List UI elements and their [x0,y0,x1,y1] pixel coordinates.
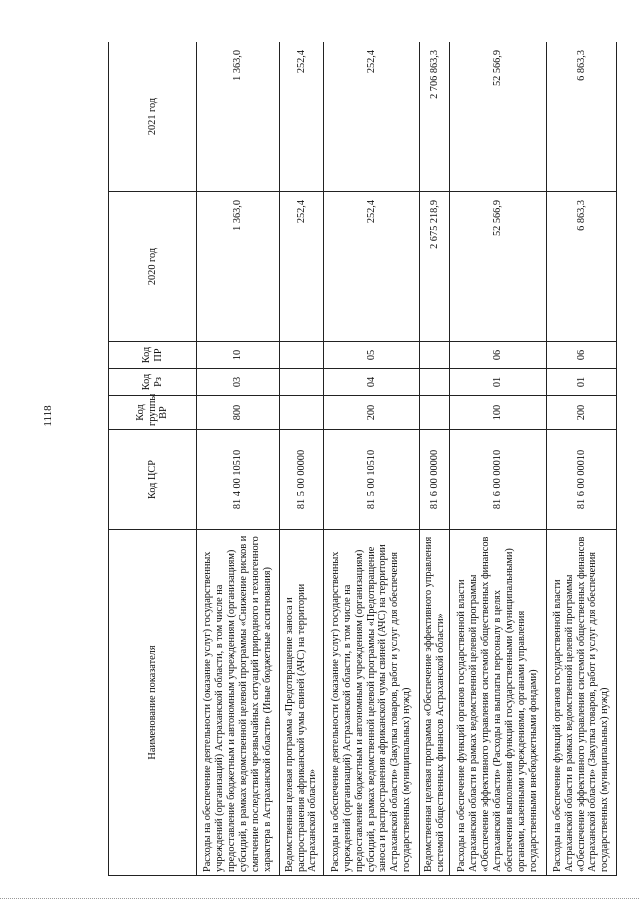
row-2020: 252,4 [280,192,323,342]
header-vr: Код группы ВР [109,396,197,430]
row-pr: 05 [323,342,420,369]
row-csr: 81 4 00 10510 [197,430,280,530]
row-vr: 100 [450,396,547,430]
row-pr: 10 [197,342,280,369]
row-name: Расходы на обеспечение функций органов государственной власти Астраханской области в рамках ведомственной целевой программы «Обеспечение эффективного управления системой общественных финансов Астраханской области» (Закупка товаров, работ и услуг для обеспечения государственных (муниципальных) нужд) [546,530,616,876]
row-csr: 81 6 00 00010 [546,430,616,530]
row-vr [280,396,323,430]
row-csr: 81 6 00 00000 [420,430,450,530]
row-2021: 2 706 863,3 [420,42,450,192]
row-name: Расходы на обеспечение деятельности (оказание услуг) государственных учреждений (организаций) Астраханской области, в том числе на предоставление бюджетным и автономным учреждениям (организациям) субсидий, в рамках ведомственной целевой программы «Снижение рисков и смягчение последствий чрезвычайных ситуаций природного и техногенного характера в Астраханской области» (Иные бюджетные ассигнования) [197,530,280,876]
table-row [450,42,547,876]
page-number: 1118 [42,405,54,427]
row-vr [420,396,450,430]
scan-edge-divider [0,898,639,899]
table-row [280,42,323,876]
header-rz: Код Рз [109,369,197,396]
row-2021: 6 863,3 [546,42,616,192]
row-vr: 200 [323,396,420,430]
row-rz: 04 [323,369,420,396]
row-rz [420,369,450,396]
table-row [197,42,280,876]
row-2021: 52 566,9 [450,42,547,192]
row-pr [420,342,450,369]
row-vr: 800 [197,396,280,430]
row-2021: 252,4 [323,42,420,192]
row-csr: 81 5 00 10510 [323,430,420,530]
row-rz [280,369,323,396]
row-2020: 2 675 218,9 [420,192,450,342]
row-name: Расходы на обеспечение деятельности (оказание услуг) государственных учреждений (организаций) Астраханской области, в том числе на предоставление бюджетным и автономным учреждениям (организациям) субсидий, в рамках ведомственной целевой программы «Предотвращение заноса и распространения африканской чумы свиней (АЧС) на территории Астраханской области» (Закупка товаров, работ и услуг для обеспечения государственных (муниципальных) нужд) [323,530,420,876]
row-name: Расходы на обеспечение функций органов государственной власти Астраханской области в рамках ведомственной целевой программы «Обеспечение эффективного управления системой общественных финансов Астраханской области» (Расходы на выплаты персоналу в целях обеспечения выполнения функций государственными (муниципальными) органами, казенными учреждениями, органами управления государственными внебюджетными фондами) [450,530,547,876]
row-csr: 81 5 00 00000 [280,430,323,530]
table-row [323,42,420,876]
row-2020: 52 566,9 [450,192,547,342]
row-rz: 01 [546,369,616,396]
row-name: Ведомственная целевая программа «Обеспечение эффективного управления системой общественных финансов Астраханской области» [420,530,450,876]
row-vr: 200 [546,396,616,430]
rotated-table-sheet [108,42,617,876]
row-rz: 03 [197,369,280,396]
table-row [546,42,616,876]
rotation-frame [108,42,617,876]
row-csr: 81 6 00 00010 [450,430,547,530]
header-csr: Код ЦСР [109,430,197,530]
header-2020: 2020 год [109,192,197,342]
row-name: Ведомственная целевая программа «Предотвращение заноса и распространения африканской чумы свиней (АЧС) на территории Астраханской области» [280,530,323,876]
row-2021: 1 363,0 [197,42,280,192]
row-2020: 1 363,0 [197,192,280,342]
table-header-row [109,42,197,876]
table-row [420,42,450,876]
row-2020: 6 863,3 [546,192,616,342]
row-rz: 01 [450,369,547,396]
header-name: Наименование показателя [109,530,197,876]
budget-table [108,42,617,876]
header-2021: 2021 год [109,42,197,192]
header-pr: Код ПР [109,342,197,369]
row-pr [280,342,323,369]
row-2020: 252,4 [323,192,420,342]
row-pr: 06 [546,342,616,369]
row-2021: 252,4 [280,42,323,192]
row-pr: 06 [450,342,547,369]
